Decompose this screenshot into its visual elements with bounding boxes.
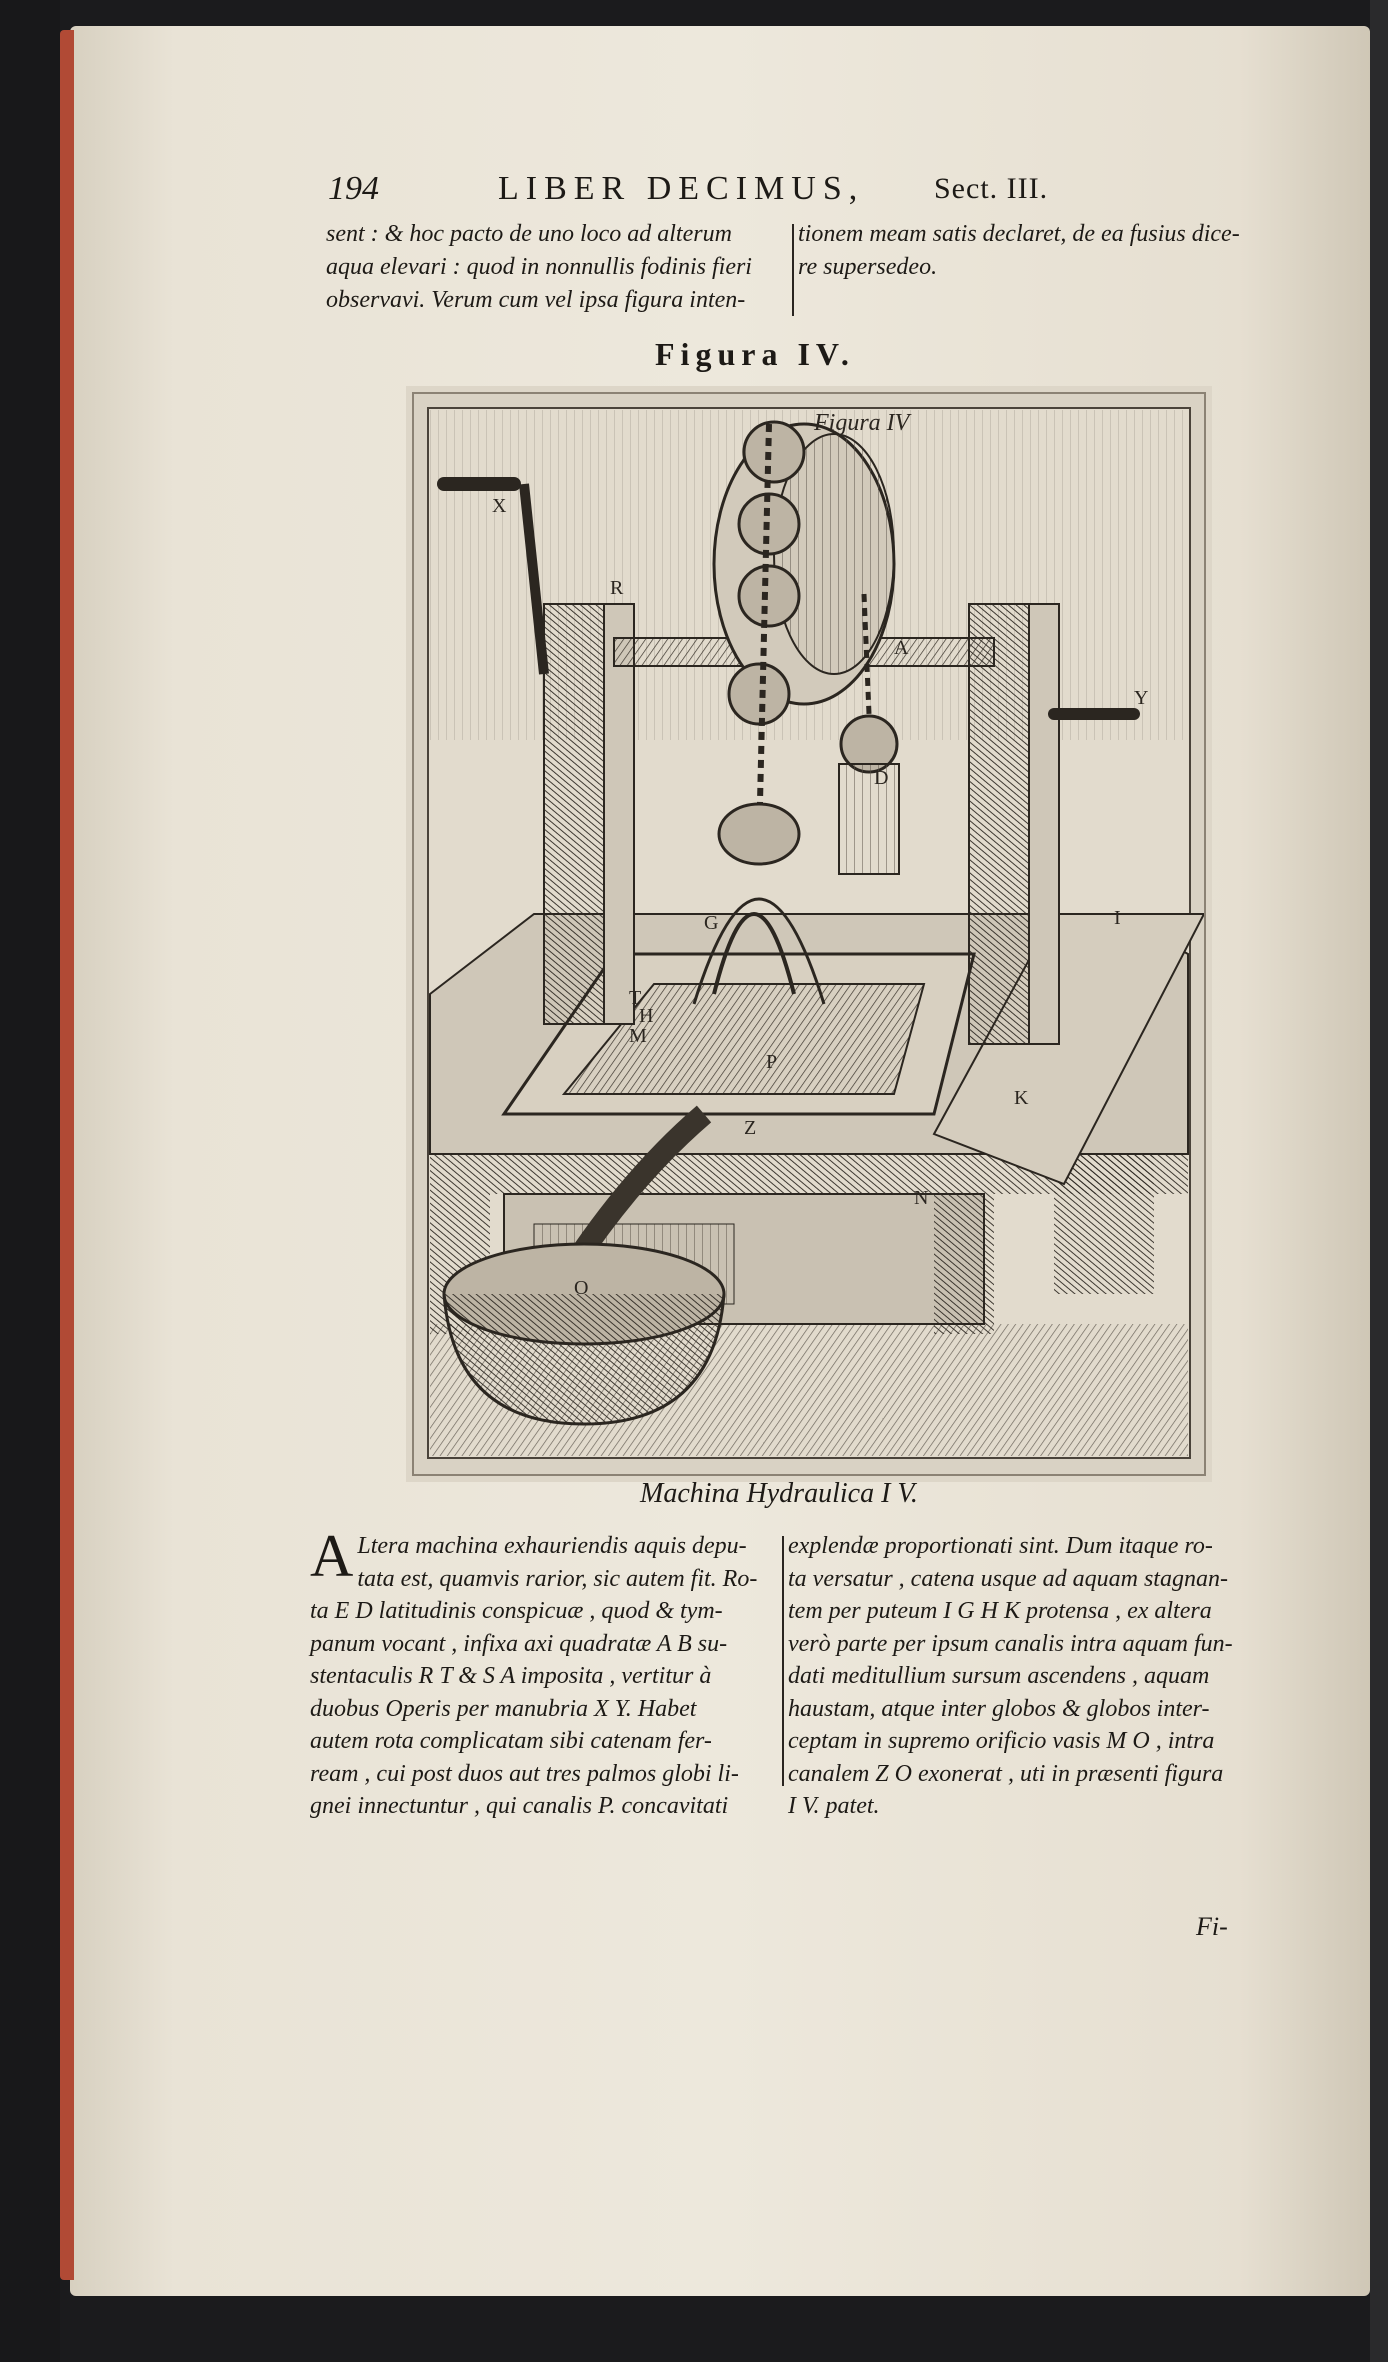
text-line: haustam, atque inter globos & globos inter-: [788, 1695, 1210, 1722]
text-line: ceptam in supremo orificio vasis M O , intra: [788, 1728, 1215, 1754]
plate-inscription: Figura IV: [814, 410, 910, 436]
figure-caption: Machina Hydraulica I V.: [640, 1478, 918, 1509]
svg-text:G: G: [704, 912, 719, 934]
svg-text:D: D: [874, 767, 889, 789]
svg-text:M: M: [629, 1025, 647, 1047]
figure-heading-text: Figura IV.: [655, 336, 855, 372]
svg-text:T: T: [629, 987, 642, 1009]
svg-text:K: K: [1014, 1087, 1029, 1109]
text-line: verò parte per ipsum canalis intra aquam fun-: [788, 1630, 1233, 1657]
text-line: tionem meam satis declaret, de ea fusius dice-: [798, 221, 1240, 247]
catchword: Fi-: [1196, 1912, 1228, 1941]
svg-text:H: H: [639, 1005, 654, 1027]
text-line: stentaculis R T & S A imposita , vertitur à: [310, 1663, 712, 1689]
svg-text:N: N: [914, 1187, 929, 1209]
top-left-column: [326, 218, 788, 317]
text-line: explendæ proportionati sint. Dum itaque ro-: [788, 1533, 1213, 1559]
svg-text:P: P: [766, 1051, 778, 1073]
page-number: 194: [328, 170, 379, 207]
text-line: ta E D latitudinis conspicuæ , quod & tym-: [310, 1598, 723, 1624]
running-header: [328, 170, 1148, 214]
svg-text:A: A: [894, 637, 909, 659]
text-line: tata est, quamvis rarior, sic autem fit. Ro-: [357, 1565, 758, 1592]
svg-text:O: O: [574, 1277, 589, 1299]
text-line: aqua elevari : quod in nonnullis fodinis fieri: [326, 254, 752, 280]
body-left-column: [310, 1523, 780, 1823]
svg-text:Y: Y: [1134, 687, 1149, 709]
text-line: re supersedeo.: [798, 254, 938, 280]
svg-text:R: R: [610, 577, 624, 599]
body-right-column: [788, 1530, 1254, 1823]
text-line: Ltera machina exhauriendis aquis depu-: [357, 1533, 747, 1559]
text-line: dati meditullium sursum ascendens , aquam: [788, 1663, 1210, 1689]
text-line: duobus Operis per manubria X Y. Habet: [310, 1695, 697, 1722]
text-line: autem rota complicatam sibi catenam fer-: [310, 1728, 712, 1754]
text-line: panum vocant , infixa axi quadratæ A B su-: [310, 1630, 728, 1657]
text-line: canalem Z O exonerat , uti in præsenti figura: [788, 1760, 1224, 1787]
top-right-column: [798, 218, 1256, 284]
text-line: ream , cui post duos aut tres palmos globi li-: [310, 1760, 739, 1787]
text-line: ta versatur , catena usque ad aquam stagnan-: [788, 1565, 1228, 1592]
text-line: tem per puteum I G H K protensa , ex altera: [788, 1598, 1212, 1624]
header-section: Sect. III.: [934, 172, 1049, 205]
hydraulic-machine-engraving: [414, 394, 1204, 1474]
header-title: LIBER DECIMUS,: [498, 170, 865, 207]
page-red-edge: [60, 30, 74, 2280]
scan-background-right: [1370, 0, 1388, 2362]
scan-background-left: [0, 0, 60, 2362]
text-line: observavi. Verum cum vel ipsa figura inten-: [326, 287, 746, 313]
text-line: I V. patet.: [788, 1793, 880, 1819]
svg-text:I: I: [1114, 907, 1121, 929]
text-line: sent : & hoc pacto de uno loco ad alterum: [326, 221, 732, 247]
svg-text:Z: Z: [744, 1117, 757, 1139]
column-rule: [792, 224, 794, 316]
column-rule: [782, 1536, 784, 1786]
svg-text:X: X: [492, 495, 507, 517]
drop-cap: A: [310, 1523, 354, 1589]
text-line: gnei innectuntur , qui canalis P. concavitati: [310, 1793, 729, 1819]
engraving-plate: [412, 392, 1206, 1476]
